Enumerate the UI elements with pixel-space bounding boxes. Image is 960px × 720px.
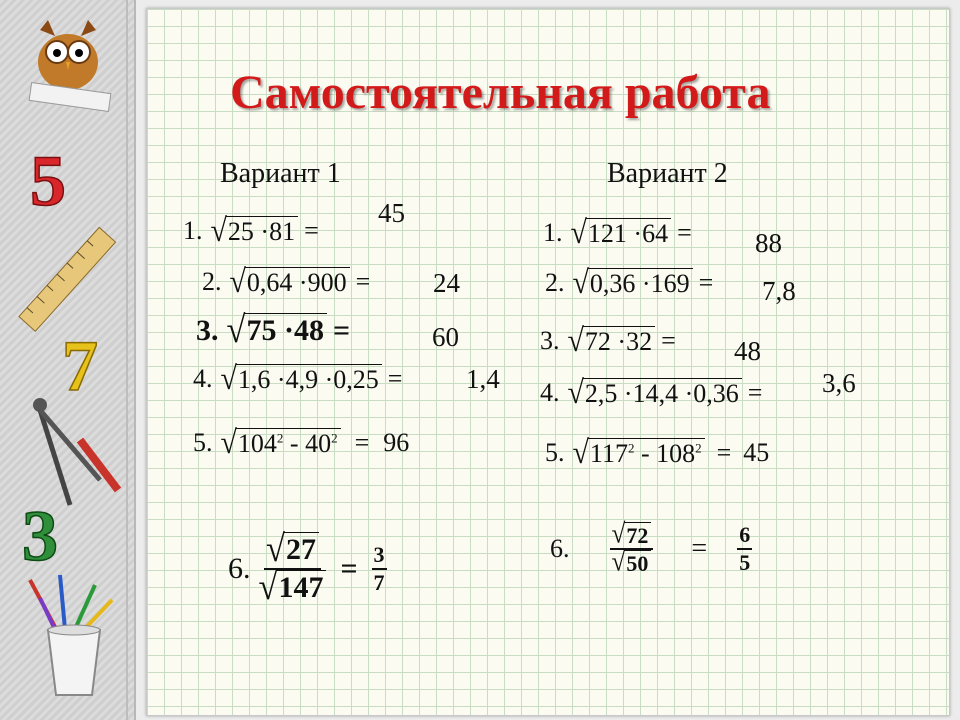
v2-answer-2: 7,8 xyxy=(762,276,796,306)
denominator xyxy=(611,546,652,578)
v2-answer-3: 48 xyxy=(734,336,761,366)
v1-answer-5: 96 xyxy=(383,428,410,458)
v1-answer-2: 24 xyxy=(433,268,460,298)
radical-icon: √ xyxy=(220,360,237,397)
base-1: 117 xyxy=(589,439,628,468)
radical-icon: √ xyxy=(226,309,246,351)
v1-answer-1: 45 xyxy=(378,198,405,228)
v1-item-3 xyxy=(196,309,356,351)
v2-item-5 xyxy=(545,434,770,471)
radicand: 0,36 ·169 xyxy=(588,268,693,299)
v2-answer-5: 45 xyxy=(743,438,770,468)
exponent: 2 xyxy=(331,430,338,446)
minus-sign: - xyxy=(289,429,299,458)
v1-item-4 xyxy=(193,360,408,397)
equals-sign: = xyxy=(340,552,358,585)
radical-icon: √ xyxy=(258,566,278,608)
answer-numerator: 3 xyxy=(372,542,387,570)
sqrt-expression xyxy=(210,212,299,249)
equals-sign: = xyxy=(354,428,370,458)
equals-sign: = xyxy=(332,313,351,347)
denominator-radicand: 147 xyxy=(276,570,326,606)
answer-denominator: 7 xyxy=(373,570,385,595)
item-number: 3. xyxy=(196,313,219,347)
equals-sign: = xyxy=(691,533,708,565)
fraction xyxy=(258,528,327,608)
radicand: 2,5 ·14,4 ·0,36 xyxy=(583,378,742,409)
item-number: 3. xyxy=(540,326,560,356)
v1-item-1 xyxy=(183,212,325,249)
radicand xyxy=(588,438,705,469)
base-2: 108 xyxy=(656,439,696,468)
radical-icon: √ xyxy=(567,322,584,359)
sqrt-expression xyxy=(570,214,672,251)
v2-item-4 xyxy=(540,374,768,411)
item-number: 2. xyxy=(545,268,565,298)
variant-2-heading: Вариант 2 xyxy=(607,158,728,189)
fraction xyxy=(610,518,654,578)
radicand: 0,64 ·900 xyxy=(245,267,350,298)
radical-icon: √ xyxy=(266,528,285,570)
radical-icon: √ xyxy=(572,434,589,471)
sqrt-expression xyxy=(567,322,656,359)
radical-icon: √ xyxy=(567,374,584,411)
radicand: 75 ·48 xyxy=(244,313,327,349)
v1-answer-3: 60 xyxy=(432,322,459,352)
radicand xyxy=(236,428,341,459)
equals-sign: = xyxy=(698,268,714,298)
answer-fraction xyxy=(737,522,752,576)
equals-sign: = xyxy=(387,364,403,394)
item-number: 2. xyxy=(202,267,222,297)
radical-icon: √ xyxy=(220,424,237,461)
radicand: 72 ·32 xyxy=(583,326,655,357)
equals-sign: = xyxy=(304,216,319,246)
sqrt-expression xyxy=(572,264,693,301)
v1-item-2 xyxy=(202,263,376,300)
v2-item-1 xyxy=(543,214,698,251)
radical-icon: √ xyxy=(611,546,626,578)
item-number: 1. xyxy=(543,218,563,248)
radicand: 121 ·64 xyxy=(586,218,671,249)
item-number: 1. xyxy=(183,216,203,246)
item-number: 6. xyxy=(228,552,251,585)
v2-item-3 xyxy=(540,322,682,359)
item-number: 5. xyxy=(545,438,565,468)
answer-fraction xyxy=(372,542,387,596)
equals-sign: = xyxy=(677,218,692,248)
ruler-icon xyxy=(19,227,116,331)
radical-icon: √ xyxy=(229,263,246,300)
sqrt-expression xyxy=(220,360,382,397)
variant-1-heading: Вариант 1 xyxy=(220,158,341,189)
pencil-cup-icon xyxy=(30,575,112,695)
answer-numerator: 6 xyxy=(737,522,752,550)
v2-answer-1: 88 xyxy=(755,228,782,258)
item-number: 5. xyxy=(193,428,213,458)
digit-seven-icon: 7 xyxy=(62,326,98,406)
v1-item-6 xyxy=(228,528,387,608)
item-number: 6. xyxy=(550,534,570,564)
equals-sign: = xyxy=(716,438,732,468)
denominator xyxy=(258,566,327,608)
radical-icon: √ xyxy=(572,264,589,301)
equals-sign: = xyxy=(661,326,676,356)
radical-icon: √ xyxy=(611,518,626,550)
sidebar-illustrations xyxy=(0,0,134,720)
sqrt-expression xyxy=(229,263,350,300)
decorative-sidebar xyxy=(0,0,136,720)
sqrt-expression xyxy=(567,374,742,411)
sqrt-expression xyxy=(572,434,705,471)
item-number: 4. xyxy=(540,378,560,408)
radical-icon: √ xyxy=(570,214,587,251)
compass-icon xyxy=(33,398,118,505)
v1-item-5 xyxy=(193,424,410,461)
owl-icon xyxy=(29,20,111,111)
digit-five-icon: 5 xyxy=(30,141,66,221)
denominator-radicand: 50 xyxy=(624,550,651,576)
v2-item-6 xyxy=(550,518,752,578)
exponent: 2 xyxy=(695,440,702,456)
base-1: 104 xyxy=(237,429,277,458)
sqrt-expression xyxy=(220,424,341,461)
equals-sign: = xyxy=(355,267,371,297)
radical-icon: √ xyxy=(210,212,227,249)
v1-answer-4: 1,4 xyxy=(466,364,500,394)
minus-sign: - xyxy=(640,439,650,468)
sqrt-expression xyxy=(226,309,327,351)
equals-sign: = xyxy=(747,378,763,408)
digit-three-icon: 3 xyxy=(22,496,58,576)
radicand: 25 ·81 xyxy=(226,216,298,247)
exponent: 2 xyxy=(627,440,635,456)
item-number: 4. xyxy=(193,364,213,394)
v2-item-2 xyxy=(545,264,719,301)
numerator-radicand: 27 xyxy=(284,532,319,568)
radicand: 1,6 ·4,9 ·0,25 xyxy=(236,364,382,395)
numerator-radicand: 72 xyxy=(624,522,651,548)
page-title: Самостоятельная работа xyxy=(230,66,771,119)
answer-denominator: 5 xyxy=(739,550,751,576)
exponent: 2 xyxy=(276,430,284,446)
v2-answer-4: 3,6 xyxy=(822,368,856,398)
numerator xyxy=(264,528,321,570)
base-2: 40 xyxy=(305,429,332,458)
